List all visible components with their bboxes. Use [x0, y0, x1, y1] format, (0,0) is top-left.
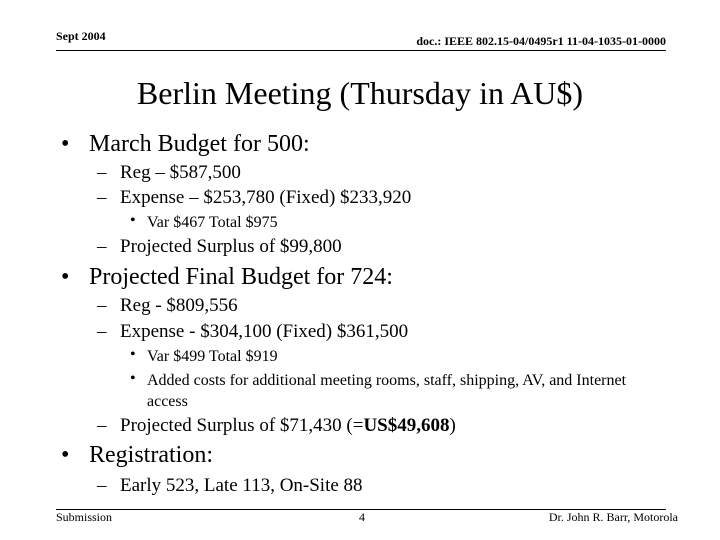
bullet-text: Projected Final Budget for 724:: [89, 264, 393, 290]
bullet-text: Registration:: [89, 442, 213, 468]
bullet-text: March Budget for 500:: [89, 131, 310, 157]
subsubbullet-text: Added costs for additional meeting rooms, staff, shipping, AV, and Internet access: [147, 372, 627, 410]
bullet-marker: •: [61, 442, 70, 468]
footer-page-number: 4: [359, 510, 365, 524]
bullet-marker: •: [130, 212, 136, 229]
surplus-prefix: Projected Surplus of $71,430 (=: [120, 415, 364, 436]
footer-submission: Submission: [56, 510, 113, 524]
subbullet-text: Expense - $304,100 (Fixed) $361,500: [120, 321, 409, 342]
header-doc-id: doc.: IEEE 802.15-04/0495r1 11-04-1035-01-0000: [416, 34, 666, 48]
dash-marker: –: [97, 475, 107, 496]
subbullet-text: Reg - $809,556: [120, 295, 238, 316]
header-divider: [56, 50, 666, 51]
dash-marker: –: [97, 321, 107, 342]
footer-author: Dr. John R. Barr, Motorola: [548, 510, 678, 524]
subsubbullet-text: Var $499 Total $919: [147, 348, 278, 365]
surplus-suffix: ): [449, 415, 456, 436]
bullet-marker: •: [61, 264, 70, 290]
subbullet-text: Expense – $253,780 (Fixed) $233,920: [120, 187, 412, 208]
dash-marker: –: [97, 162, 107, 183]
subbullet-text: [120, 415, 456, 437]
bullet-marker: •: [61, 131, 70, 157]
dash-marker: –: [97, 415, 107, 436]
slide-title: Berlin Meeting (Thursday in AU$): [136, 75, 584, 111]
surplus-usd: US$49,608: [363, 415, 450, 436]
header-date: Sept 2004: [56, 29, 106, 43]
bullet-marker: •: [130, 346, 136, 363]
dash-marker: –: [97, 187, 107, 208]
bullet-marker: •: [130, 370, 136, 387]
dash-marker: –: [97, 295, 107, 316]
subbullet-text: Projected Surplus of $99,800: [120, 236, 342, 257]
subsubbullet-text: Var $467 Total $975: [147, 214, 278, 231]
subbullet-text: Reg – $587,500: [120, 162, 241, 183]
subbullet-text: Early 523, Late 113, On-Site 88: [120, 475, 363, 496]
dash-marker: –: [97, 236, 107, 257]
